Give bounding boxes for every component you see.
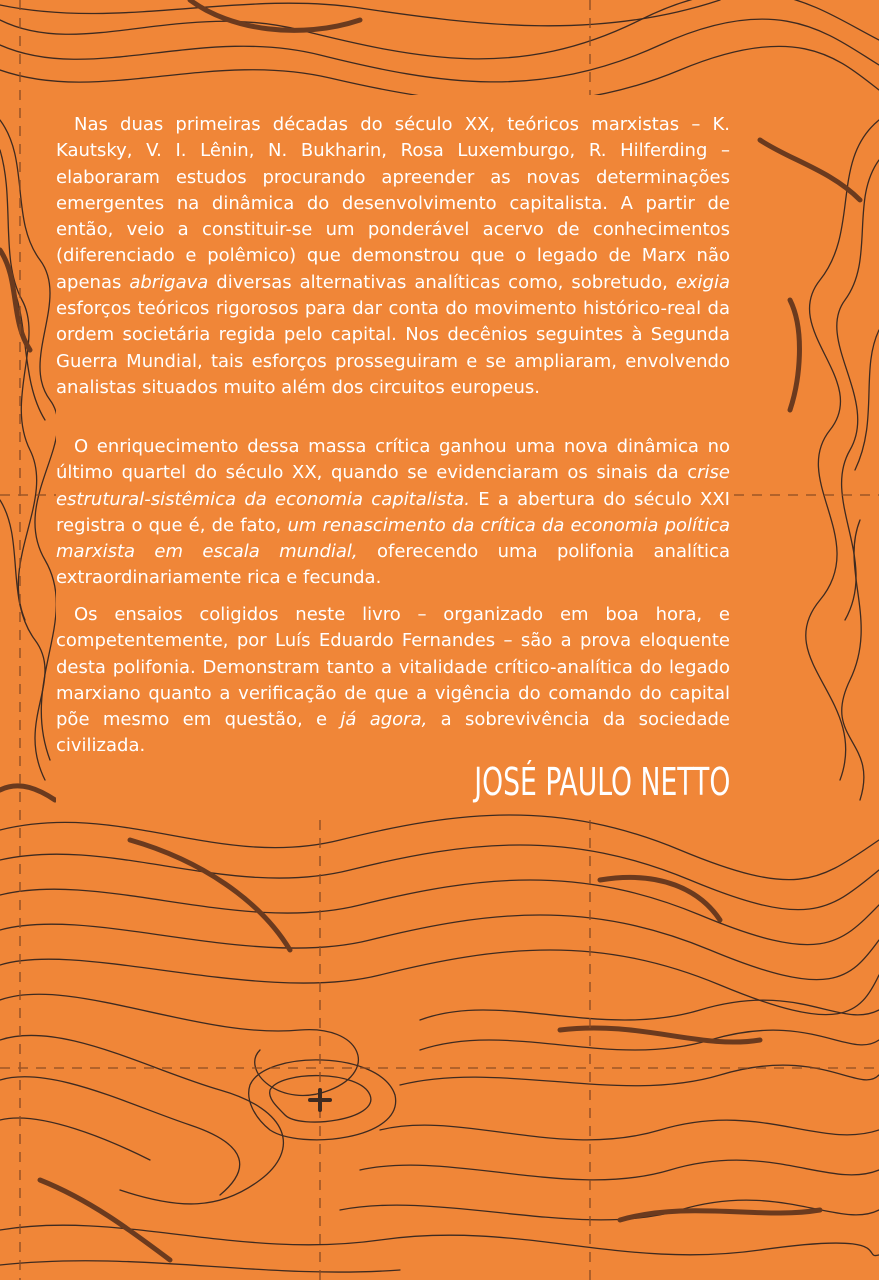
paragraph-1: Nas duas primeiras décadas do século XX, teóricos marxistas – K. Kautsky, V. I. Lênin, N. Bukharin, Rosa Luxemburgo, R. Hilferding – elaboraram estudos procurando apreender as novas determinações emergentes na dinâmica do desenvolvimento capitalista. A partir de então, veio a constituir-se um ponderável acervo de conhecimentos (diferenciado e polêmico) que demonstrou que o legado de Marx não apenas abrigava diversas alternativas analíticas como, sobretudo, exigia esforços teóricos rigorosos para dar conta do movimento histórico-real da ordem societária regida pelo capital. Nos decênios seguintes à Segunda Guerra Mundial, tais esforços prosseguiram e se ampliaram, envolvendo analistas situados muito além dos circuitos europeus.	[56, 114, 730, 398]
paragraph-3: Os ensaios coligidos neste livro – organizado em boa hora, e competentemente, por Luís Eduardo Fernandes – são a prova eloquente desta polifonia. Demonstram tanto a vitalidade crítico-analítica do legado marxiano quanto a verificação de que a vigência do comando do capital põe mesmo em questão, e já agora, a sobrevivência da sociedade civilizada.	[56, 604, 730, 757]
author-name: JOSÉ PAULO NETTO	[473, 760, 730, 804]
paragraph-2: O enriquecimento dessa massa crítica ganhou uma nova dinâmica no último quartel do século XX, quando se evidenciaram os sinais da crise estrutural-sistêmica da economia capitalista. E a abertura do século XXI registra o que é, de fato, um renascimento da crítica da economia política marxista em escala mundial, oferecendo uma polifonia analítica extraordinariamente rica e fecunda.	[56, 436, 730, 589]
text-panel	[56, 95, 734, 810]
plus-icon	[310, 1090, 330, 1110]
